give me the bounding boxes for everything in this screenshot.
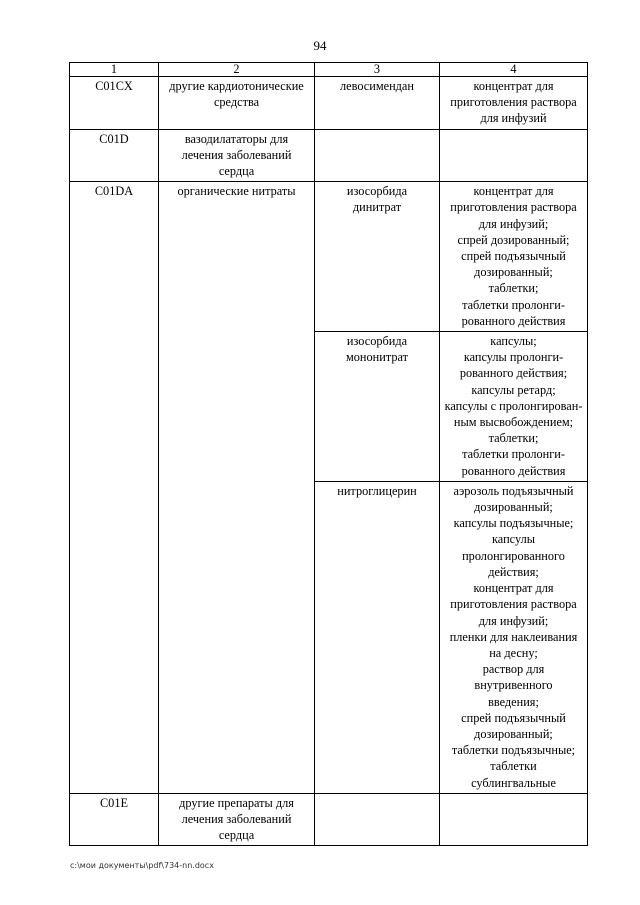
atc-code: C01E	[70, 793, 159, 846]
pharmacological-group: органические нитраты	[159, 182, 315, 794]
drug-name: изосорбида динитрат	[315, 182, 440, 332]
table-row	[70, 182, 588, 332]
dosage-forms: концентрат для приготовления раствора для инфузий; спрей дозированный; спрей подъязычный дозированный; таблетки; таблетки пролонги- рованного действия	[440, 182, 588, 332]
atc-code: C01D	[70, 129, 159, 182]
dosage-forms: концентрат для приготовления раствора для инфузий	[440, 77, 588, 130]
column-number-2: 2	[159, 63, 315, 77]
table-row	[70, 77, 588, 130]
dosage-forms: аэрозоль подъязычный дозированный; капсулы подъязычные; капсулы пролонгированного действия; концентрат для приготовления раствора для инфузий; пленки для наклеивания на десну; раствор для внутривенного введения; спрей подъязычный дозированный; таблетки подъязычные; таблетки сублингвальные	[440, 481, 588, 793]
table-header-row	[70, 63, 588, 77]
page-number: 94	[313, 38, 327, 53]
drug-name: изосорбида мононитрат	[315, 332, 440, 482]
column-number-4: 4	[440, 63, 588, 77]
drug-classification-table	[69, 62, 588, 846]
drug-name	[315, 129, 440, 182]
drug-name	[315, 793, 440, 846]
drug-name: нитроглицерин	[315, 481, 440, 793]
column-number-3: 3	[315, 63, 440, 77]
drug-name: левосимендан	[315, 77, 440, 130]
column-number-1: 1	[70, 63, 159, 77]
atc-code: C01CX	[70, 77, 159, 130]
table-row	[70, 793, 588, 846]
pharmacological-group: другие кардиотонические средства	[159, 77, 315, 130]
dosage-forms: капсулы; капсулы пролонги- рованного действия; капсулы ретард; капсулы с пролонгирован- ным высвобождением; таблетки; таблетки пролонги- рованного действия	[440, 332, 588, 482]
footer-file-path: c:\мои документы\pdf\734-nn.docx	[70, 861, 214, 870]
pharmacological-group: вазодилататоры для лечения заболеваний сердца	[159, 129, 315, 182]
pharmacological-group: другие препараты для лечения заболеваний сердца	[159, 793, 315, 846]
dosage-forms	[440, 129, 588, 182]
atc-code: C01DA	[70, 182, 159, 794]
dosage-forms	[440, 793, 588, 846]
table-row	[70, 129, 588, 182]
